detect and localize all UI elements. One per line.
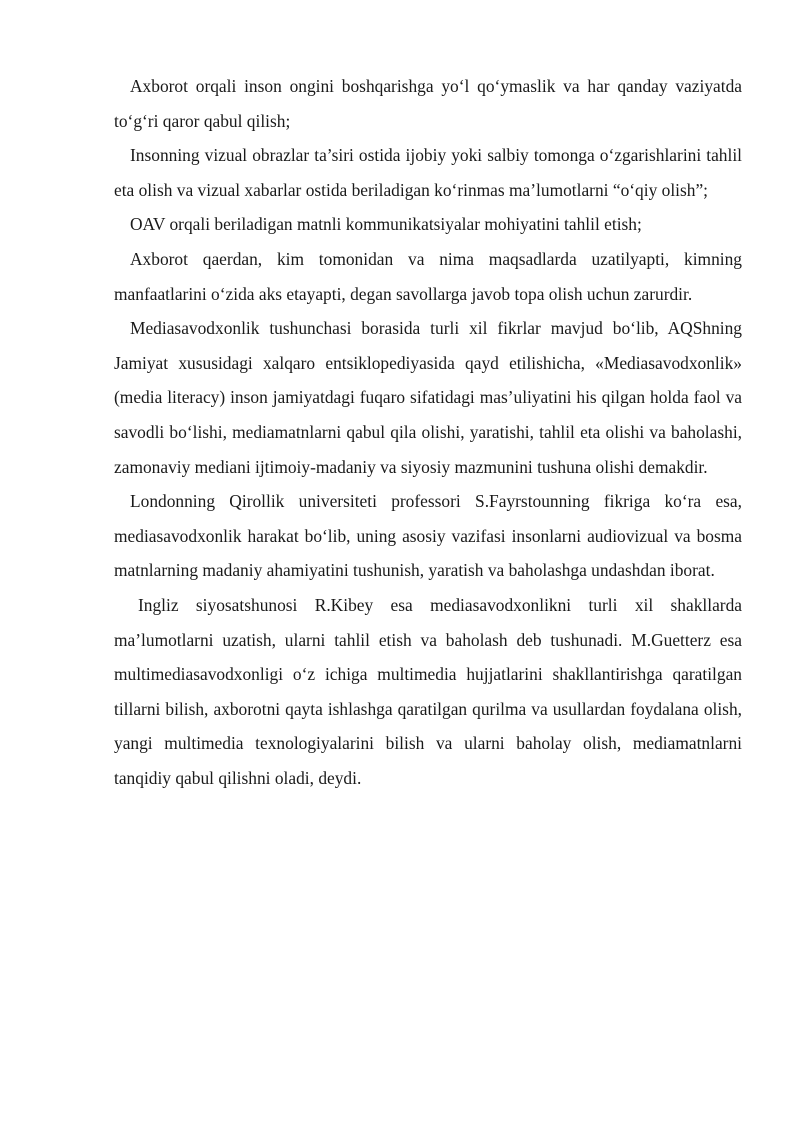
paragraph-goal-decision: Axborot orqali inson ongini boshqarishga yo‘l qo‘ymaslik va har qanday vaziyatda to‘g‘ri qaror qabul qilish; bbox=[114, 76, 742, 131]
paragraph-goal-visual: Insonning vizual obrazlar ta’siri ostida ijobiy yoki salbiy tomonga o‘zgarishlarini tahlil eta olish va vizual xabarlar ostida beriladigan ko‘rinmas ma’lumotlarni “o‘qiy olish”; bbox=[114, 145, 742, 200]
paragraph-definition-fayrstoun: Londonning Qirollik universiteti professori S.Fayrstounning fikriga ko‘ra esa, mediasavodxonlik harakat bo‘lib, uning asosiy vazifasi insonlarni audiovizual va bosma matnlarning madaniy ahamiyatini tushunish, yaratish va baholashga undashdan iborat. bbox=[114, 491, 742, 581]
document-body bbox=[114, 69, 742, 795]
paragraph-definition-kibey-guetterz: Ingliz siyosatshunosi R.Kibey esa mediasavodxonlikni turli xil shakllarda ma’lumotlarni uzatish, ularni tahlil etish va baholash deb tushunadi. M.Guetterz esa multimediasavodxonligi o‘z ichiga multimedia hujjatlarini shakllantirishga qaratilgan tillarni bilish, axborotni qayta ishlashga qaratilgan qurilma va usullardan foydalana olish, yangi multimedia texnologiyalarini bilish va ularni baholay olish, mediamatnlarni tanqidiy qabul qilishni oladi, deydi. bbox=[114, 594, 742, 788]
paragraph-definition-encyclopedia: Mediasavodxonlik tushunchasi borasida turli xil fikrlar mavjud bo‘lib, AQShning Jamiyat xususidagi xalqaro entsiklopediyasida qayd etilishicha, «Mediasavodxonlik» (media literacy) inson jamiyatdagi fuqaro sifatidagi mas’uliyatini his qilgan holda faol va savodli bo‘lishi, mediamatnlarni qabul qila olishi, yaratishi, tahlil eta olishi va baholashi, zamonaviy mediani ijtimoiy-madaniy va siyosiy mazmunini tushuna olishi demakdir. bbox=[114, 318, 742, 477]
paragraph-goal-source: Axborot qaerdan, kim tomonidan va nima maqsadlarda uzatilyapti, kimning manfaatlarini o‘zida aks etayapti, degan savollarga javob topa olish uchun zarurdir. bbox=[114, 248, 742, 304]
paragraph-goal-oav: OAV orqali beriladigan matnli kommunikatsiyalar mohiyatini tahlil etish; bbox=[130, 214, 642, 235]
